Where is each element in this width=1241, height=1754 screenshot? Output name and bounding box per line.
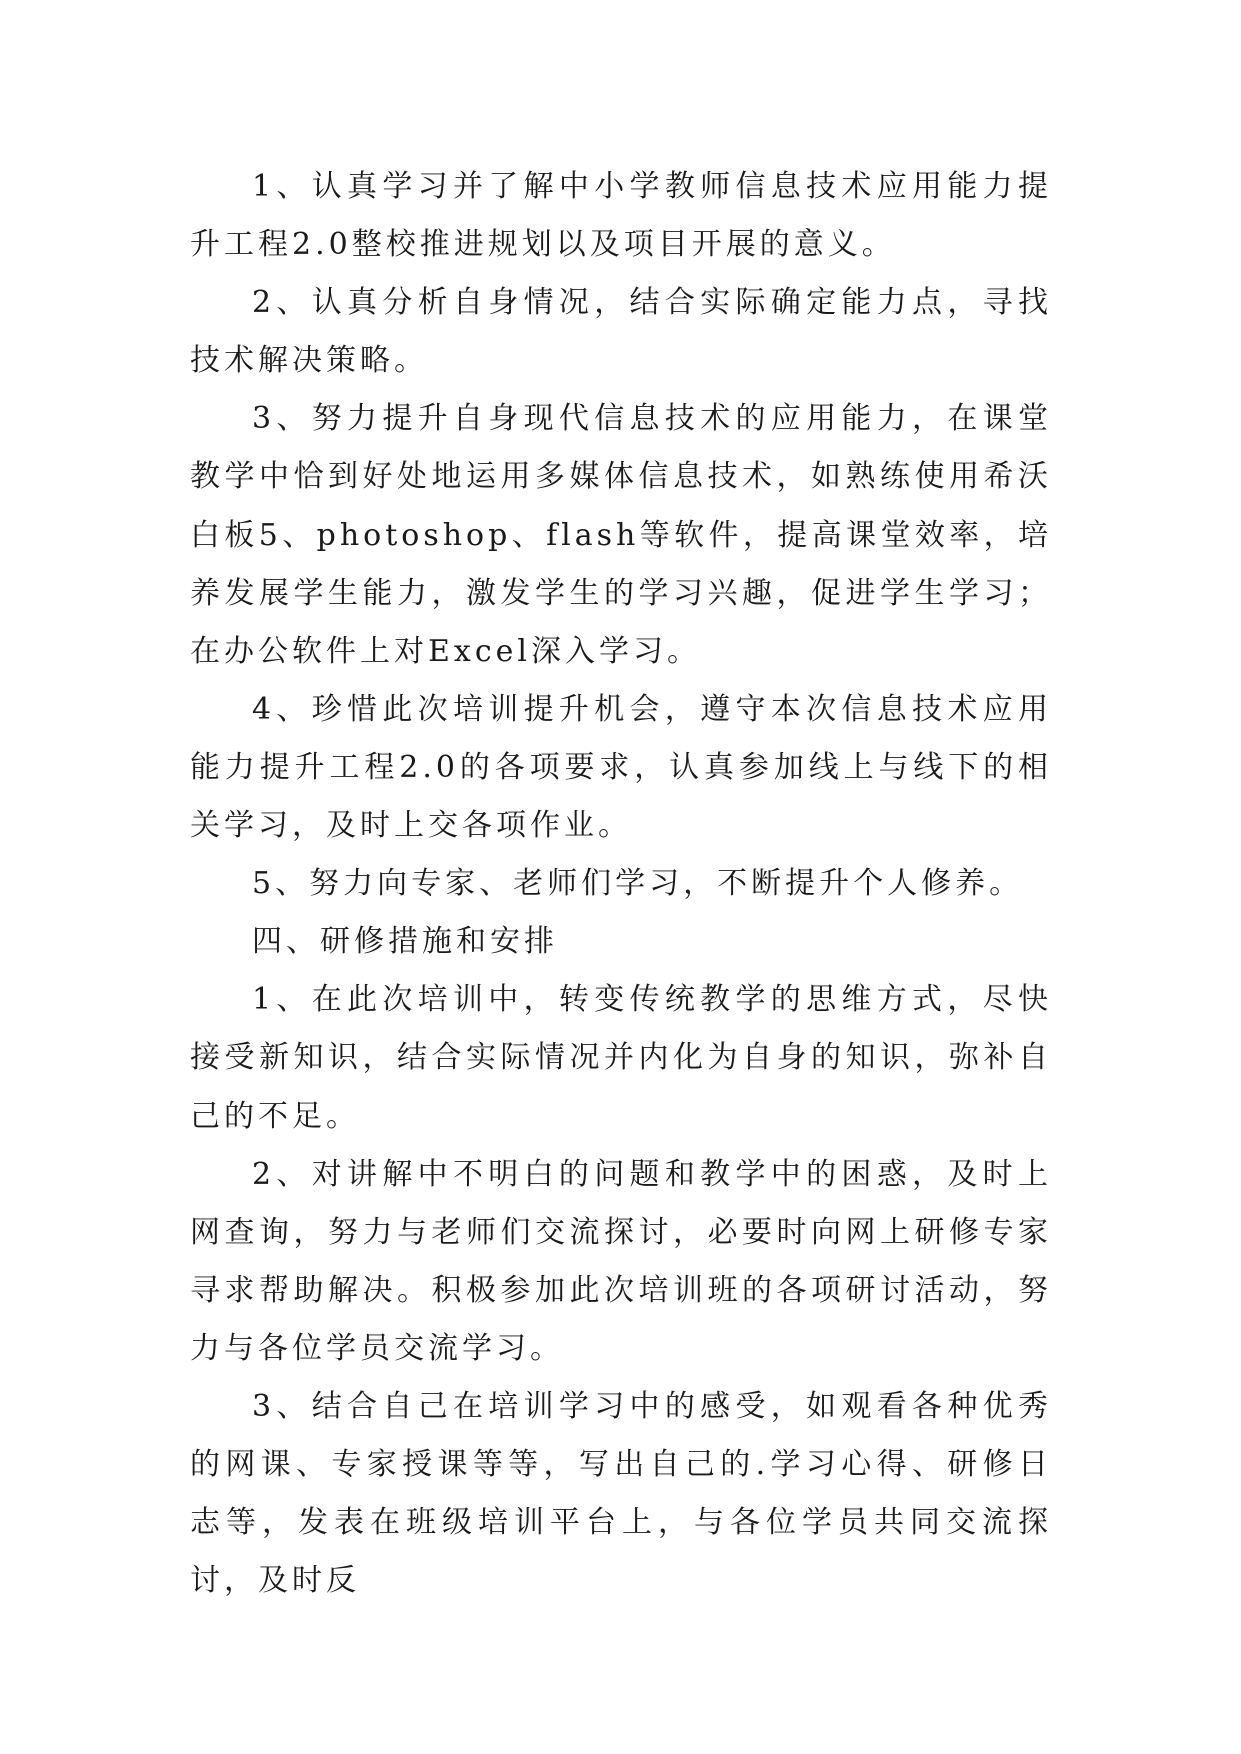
- paragraph-goal-1: 1、认真学习并了解中小学教师信息技术应用能力提升工程2.0整校推进规划以及项目开展的意义。: [190, 169, 1052, 263]
- document-body: [190, 158, 1052, 1610]
- section-heading-measures: 四、研修措施和安排: [252, 924, 558, 960]
- paragraph-measure-3: 3、结合自己在培训学习中的感受，如观看各种优秀的网课、专家授课等等，写出自己的.学习心得、研修日志等，发表在班级培训平台上，与各位学员共同交流探讨，及时反: [190, 1388, 1052, 1599]
- paragraph-goal-3: 3、努力提升自身现代信息技术的应用能力，在课堂教学中恰到好处地运用多媒体信息技术，如熟练使用希沃白板5、photoshop、flash等软件，提高课堂效率，培养发展学生能力，激发学生的学习兴趣，促进学生学习；在办公软件上对Excel深入学习。: [190, 401, 1052, 669]
- paragraph-measure-1: 1、在此次培训中，转变传统教学的思维方式，尽快接受新知识，结合实际情况并内化为自身的知识，弥补自己的不足。: [190, 982, 1052, 1134]
- paragraph-goal-4: 4、珍惜此次培训提升机会，遵守本次信息技术应用能力提升工程2.0的各项要求，认真参加线上与线下的相关学习，及时上交各项作业。: [190, 691, 1052, 844]
- paragraph-goal-2: 2、认真分析自身情况，结合实际确定能力点，寻找技术解决策略。: [190, 285, 1052, 379]
- paragraph-measure-2: 2、对讲解中不明白的问题和教学中的困惑，及时上网查询，努力与老师们交流探讨，必要时向网上研修专家寻求帮助解决。积极参加此次培训班的各项研讨活动，努力与各位学员交流学习。: [190, 1156, 1052, 1366]
- paragraph-goal-5: 5、努力向专家、老师们学习，不断提升个人修养。: [252, 866, 1024, 902]
